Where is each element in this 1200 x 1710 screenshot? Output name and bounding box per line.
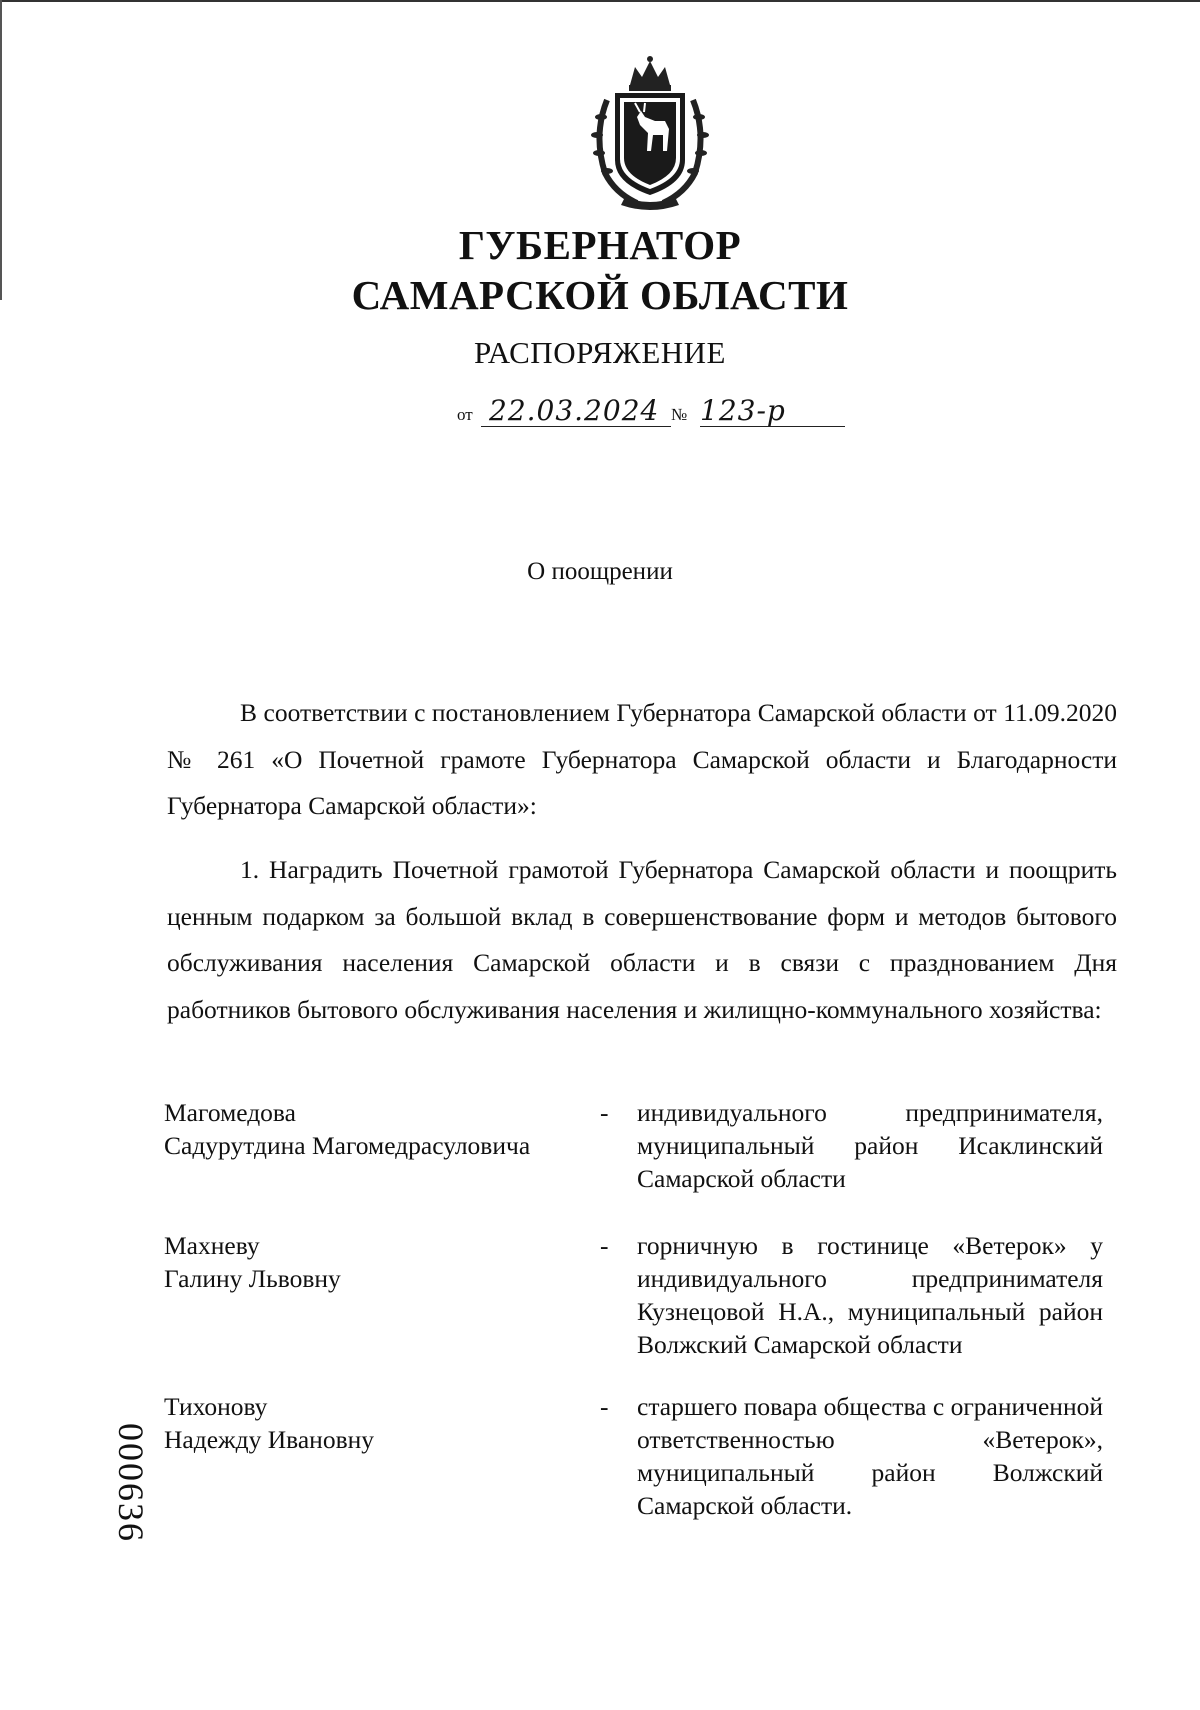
awardee-position: горничную в гостинице «Ветерок» у индивидуального предпринимателя Кузнецовой Н.А., муниципальный район Волжский Самарской области	[637, 1231, 1103, 1359]
date-prefix: от	[457, 405, 473, 424]
intro-paragraph: В соответствии с постановлением Губернатора Самарской области от 11.09.2020 № 261 «О Почетной грамоте Губернатора Самарской области и Благодарности Губернатора Самарской области»:	[167, 698, 1117, 820]
awardee-given-names: Надежду Ивановну	[164, 1425, 375, 1454]
document-type: РАСПОРЯЖЕНИЕ	[474, 335, 726, 370]
item1-paragraph: 1. Наградить Почетной грамотой Губернатора Самарской области и поощрить ценным подарком за большой вклад в совершенствование форм и методов бытового обслуживания населения Самарской области и в связи с празднованием Дня работников бытового обслуживания населения и жилищно-коммунального хозяйства:	[167, 855, 1117, 1024]
awardee-dash: -	[600, 1098, 609, 1127]
handwritten-date: 22.03.2024	[489, 394, 660, 427]
number-prefix: №	[671, 405, 688, 424]
awardee-name	[164, 1390, 584, 1456]
issuer-title-line2: САМАРСКОЙ ОБЛАСТИ	[351, 272, 849, 318]
serial-number-stamp: 000636	[111, 1423, 151, 1543]
awardee-given-names: Садурутдина Магомедрасуловича	[164, 1131, 531, 1160]
awardee-name	[164, 1229, 584, 1295]
awardee-given-names: Галину Львовну	[164, 1264, 341, 1293]
awardee-surname: Махневу	[164, 1231, 260, 1260]
handwritten-number: 123-р	[700, 394, 786, 427]
document-subject: О поощрении	[527, 558, 673, 585]
date-number-line	[455, 394, 855, 434]
awardee-dash: -	[600, 1231, 609, 1260]
awardee-position: старшего повара общества с ограниченной ответственностью «Ветерок», муниципальный район Волжский Самарской области.	[637, 1392, 1103, 1520]
issuer-title-line1: ГУБЕРНАТОР	[458, 222, 742, 268]
samara-coat-of-arms-icon	[585, 55, 715, 210]
scan-edge-top	[0, 0, 1200, 2]
awardee-surname: Магомедова	[164, 1098, 296, 1127]
awardee-dash: -	[600, 1392, 609, 1421]
awardee-position: индивидуального предпринимателя, муниципальный район Исаклинский Самарской области	[637, 1098, 1103, 1193]
awardee-surname: Тихонову	[164, 1392, 268, 1421]
awardee-name	[164, 1096, 584, 1162]
